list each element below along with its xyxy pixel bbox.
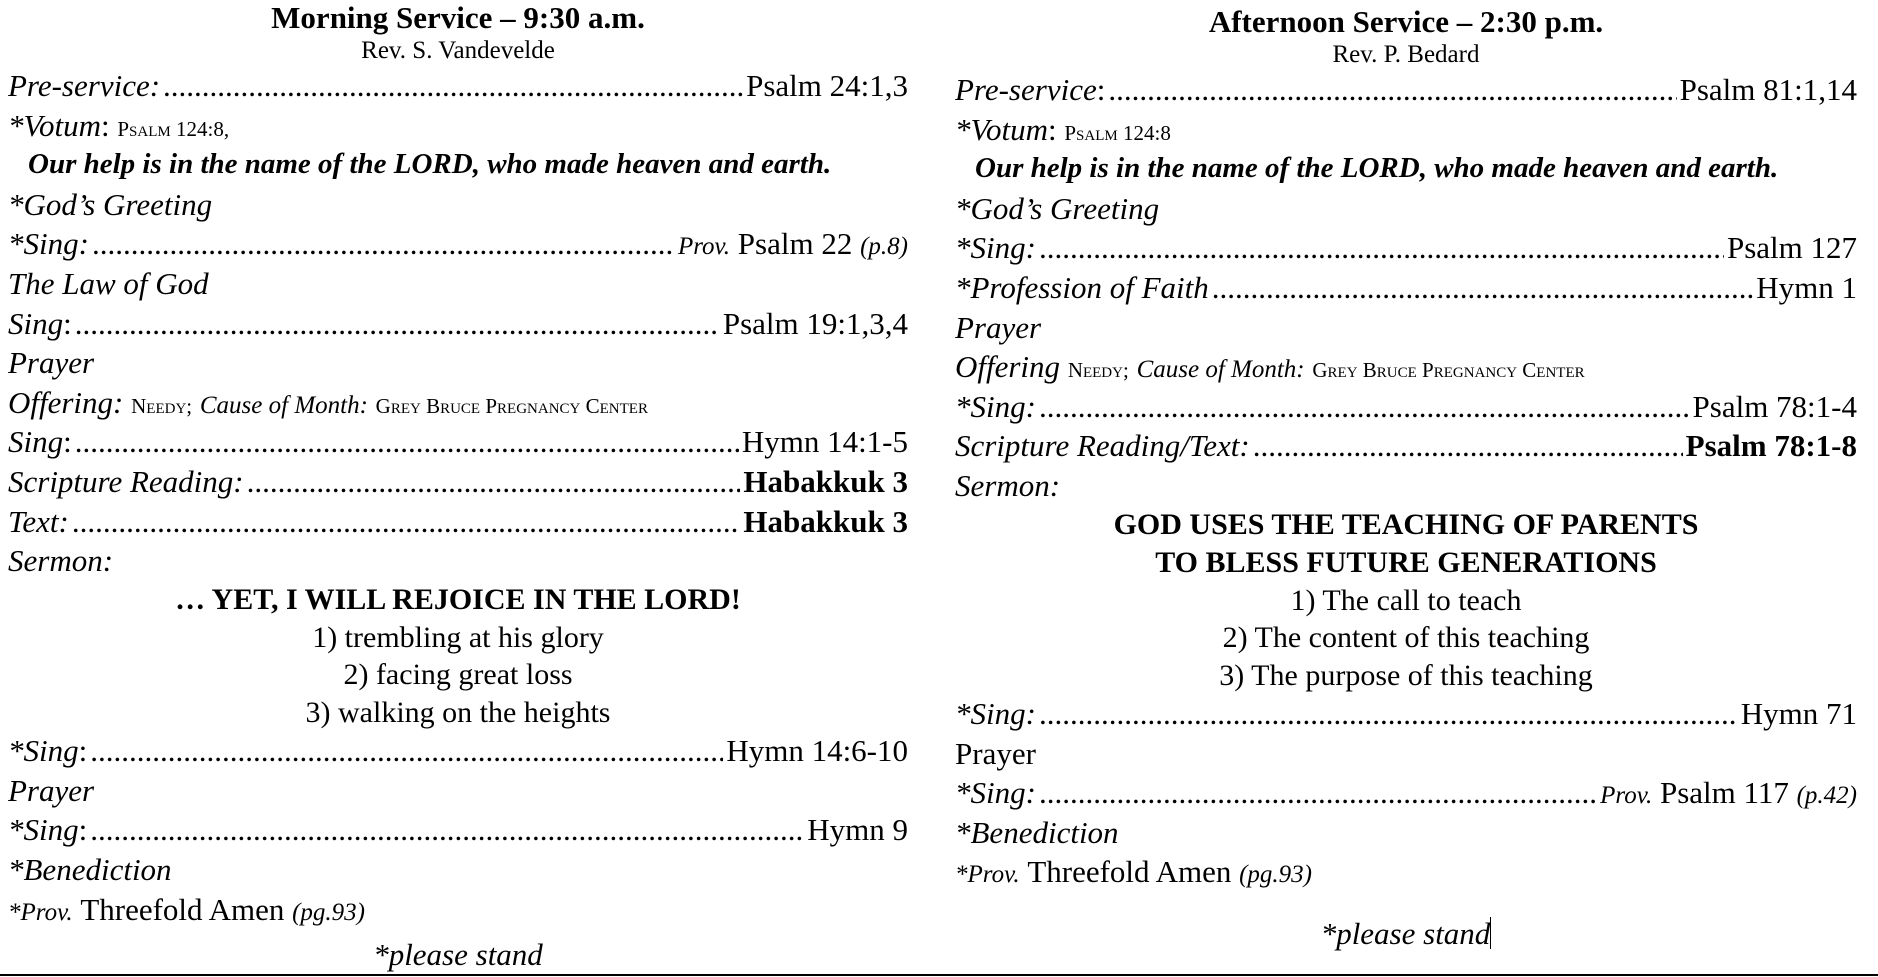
afternoon-offering-line <box>955 347 1857 387</box>
dot-leader <box>90 731 723 771</box>
afternoon-votum-line <box>955 110 1857 150</box>
prov-marker: Prov. <box>1600 782 1653 810</box>
dot-leader <box>247 462 741 502</box>
text-label: Text: <box>8 503 69 539</box>
reading-value: Habakkuk 3 <box>743 463 908 499</box>
dot-leader <box>1039 228 1724 268</box>
afternoon-title: Afternoon Service – 2:30 p.m. <box>1208 4 1604 39</box>
morning-minister: Rev. S. Vandevelde <box>361 37 555 64</box>
morning-amen-line <box>8 890 908 930</box>
sing-psalm: Psalm 117 <box>1659 775 1789 811</box>
preservice-label: Pre-service: <box>8 68 161 103</box>
prov-marker: Prov. <box>677 233 731 261</box>
sing-colon: : <box>78 812 88 848</box>
sing-label: *Sing: <box>955 230 1036 266</box>
morning-reading-line <box>8 462 908 502</box>
votum-text: Our help is in the name of the LORD, who made heaven and earth. <box>975 152 1779 185</box>
sing-label: *Sing <box>8 812 79 848</box>
sing-value: Hymn 14:1-5 <box>741 424 908 460</box>
page-bottom-rule <box>0 974 1878 976</box>
dot-leader <box>163 66 743 106</box>
preservice-value: Psalm 24:1,3 <box>746 68 908 103</box>
page-ref: (p.8) <box>860 233 908 261</box>
offering-label: Offering <box>955 349 1061 385</box>
prayer-label: Prayer <box>8 345 95 381</box>
prayer-label: Prayer <box>955 735 1036 771</box>
morning-preservice-line <box>8 66 908 106</box>
morning-prayer1-line <box>8 343 908 383</box>
sing-colon: : <box>78 733 88 769</box>
profession-value: Hymn 1 <box>1756 269 1857 305</box>
morning-greeting-line <box>8 185 908 225</box>
sing-label: *Sing: <box>8 226 89 262</box>
afternoon-prayer1-line <box>955 308 1857 348</box>
morning-sing3-line <box>8 422 908 462</box>
preservice-value: Psalm 81:1,14 <box>1679 72 1857 107</box>
afternoon-sing3-line <box>955 694 1857 734</box>
sermon-point: 3) walking on the heights <box>305 695 611 729</box>
morning-sermon-line <box>8 541 908 581</box>
please-stand-text: *please stand <box>1320 916 1491 951</box>
votum-reference: Psalm 124:8 <box>1064 120 1171 145</box>
please-stand-note: *please stand <box>373 937 543 973</box>
sing-value <box>678 224 908 264</box>
afternoon-reading-line <box>955 426 1857 466</box>
votum-colon: : <box>1048 111 1057 147</box>
profession-label: *Profession of Faith <box>955 269 1209 305</box>
morning-sing5-line <box>8 810 908 850</box>
sing-value: Hymn 9 <box>807 812 908 848</box>
morning-prayer2-line <box>8 771 908 811</box>
morning-offering-line <box>8 383 908 423</box>
offering-label: Offering: <box>8 384 124 420</box>
morning-benediction-line <box>8 850 908 890</box>
dot-leader <box>1039 694 1738 734</box>
benediction-label: *Benediction <box>8 852 172 887</box>
reading-label: Scripture Reading: <box>8 463 244 499</box>
sing-psalm: Psalm 22 <box>737 226 853 262</box>
sermon-point: 2) facing great loss <box>343 658 573 692</box>
amen-text: Threefold Amen <box>80 891 285 927</box>
afternoon-sing2-line <box>955 387 1857 427</box>
page-ref: (p.42) <box>1796 782 1857 810</box>
dot-leader <box>1212 268 1754 308</box>
afternoon-sing1-line <box>955 228 1857 268</box>
benediction-label: *Benediction <box>955 814 1119 850</box>
morning-service-column <box>8 0 908 975</box>
dot-leader <box>75 304 720 344</box>
amen-page: (pg.93) <box>1239 861 1312 889</box>
votum-text: Our help is in the name of the LORD, who made heaven and earth. <box>28 148 832 181</box>
afternoon-minister: Rev. P. Bedard <box>1332 41 1480 68</box>
preservice-label: Pre-service <box>955 72 1097 107</box>
sing-label: *Sing: <box>955 388 1036 424</box>
morning-sing2-line <box>8 304 908 344</box>
sing-label: *Sing <box>8 733 79 769</box>
amen-page: (pg.93) <box>292 898 365 926</box>
text-value: Habakkuk 3 <box>743 503 908 539</box>
afternoon-benediction-line <box>955 813 1857 853</box>
sing-value: Psalm 127 <box>1726 230 1857 266</box>
sermon-title: … YET, I WILL REJOICE IN THE LORD! <box>175 582 741 616</box>
dot-leader <box>1039 773 1597 813</box>
dot-leader <box>72 502 741 542</box>
amen-text: Threefold Amen <box>1027 854 1232 890</box>
sing-value: Hymn 14:6-10 <box>726 733 908 769</box>
afternoon-greeting-line <box>955 189 1857 229</box>
afternoon-profession-line <box>955 268 1857 308</box>
afternoon-sermon-line <box>955 466 1857 506</box>
cause-label: Cause of Month: <box>1136 356 1305 384</box>
text-cursor <box>1490 917 1491 949</box>
votum-label: *Votum <box>8 107 101 143</box>
sermon-point: 1) The call to teach <box>1290 583 1522 617</box>
votum-reference: Psalm 124:8, <box>117 116 230 141</box>
morning-votum-line <box>8 106 908 146</box>
votum-colon: : <box>101 107 110 143</box>
sing-label: *Sing: <box>955 696 1036 732</box>
cause-value: Grey Bruce Pregnancy Center <box>375 393 648 418</box>
sermon-point: 2) The content of this teaching <box>1222 621 1590 655</box>
sing-value: Psalm 78:1-4 <box>1692 388 1857 424</box>
morning-title: Morning Service – 9:30 a.m. <box>271 0 645 35</box>
please-stand-note[interactable] <box>955 914 1857 954</box>
afternoon-prayer2-line <box>955 734 1857 774</box>
greeting-label: *God’s Greeting <box>8 186 213 222</box>
amen-prov: *Prov. <box>8 898 73 926</box>
votum-label: *Votum <box>955 111 1048 147</box>
sing-value: Hymn 71 <box>1740 696 1857 732</box>
reading-value: Psalm 78:1-8 <box>1685 428 1857 464</box>
offering-needy: Needy; <box>1067 358 1129 383</box>
sermon-title-line2: TO BLESS FUTURE GENERATIONS <box>1155 545 1657 579</box>
sermon-point: 3) The purpose of this teaching <box>1219 658 1593 692</box>
afternoon-service-column <box>955 0 1857 954</box>
afternoon-amen-line <box>955 852 1857 892</box>
sermon-label: Sermon: <box>8 543 114 579</box>
greeting-label: *God’s Greeting <box>955 190 1160 226</box>
cause-value: Grey Bruce Pregnancy Center <box>1312 358 1585 383</box>
preservice-colon: : <box>1096 72 1106 107</box>
dot-leader <box>1039 387 1690 427</box>
dot-leader <box>90 810 804 850</box>
dot-leader <box>75 422 739 462</box>
reading-label: Scripture Reading/Text: <box>955 428 1250 464</box>
afternoon-sing4-line <box>955 773 1857 813</box>
morning-text-line <box>8 502 908 542</box>
morning-sing1-line <box>8 224 908 264</box>
law-label: The Law of God <box>8 265 209 301</box>
morning-law-line <box>8 264 908 304</box>
sing-value <box>1600 773 1857 813</box>
sing-label: Sing <box>8 305 64 341</box>
morning-sing4-line <box>8 731 908 771</box>
dot-leader <box>1253 426 1683 466</box>
sing-colon: : <box>63 424 72 460</box>
dot-leader <box>92 224 675 264</box>
afternoon-preservice-line <box>955 70 1857 110</box>
prayer-label: Prayer <box>8 772 95 808</box>
sing-value: Psalm 19:1,3,4 <box>722 305 908 341</box>
prayer-label: Prayer <box>955 309 1042 345</box>
sermon-label: Sermon: <box>955 467 1061 503</box>
amen-prov: *Prov. <box>955 861 1020 889</box>
sing-colon: : <box>63 305 72 341</box>
sermon-title-line1: GOD USES THE TEACHING OF PARENTS <box>1113 507 1699 541</box>
dot-leader <box>1108 70 1676 110</box>
cause-label: Cause of Month: <box>199 391 368 419</box>
offering-needy: Needy; <box>131 393 193 418</box>
sing-label: Sing <box>8 424 64 460</box>
sermon-point: 1) trembling at his glory <box>312 620 604 654</box>
sing-label: *Sing: <box>955 775 1036 811</box>
